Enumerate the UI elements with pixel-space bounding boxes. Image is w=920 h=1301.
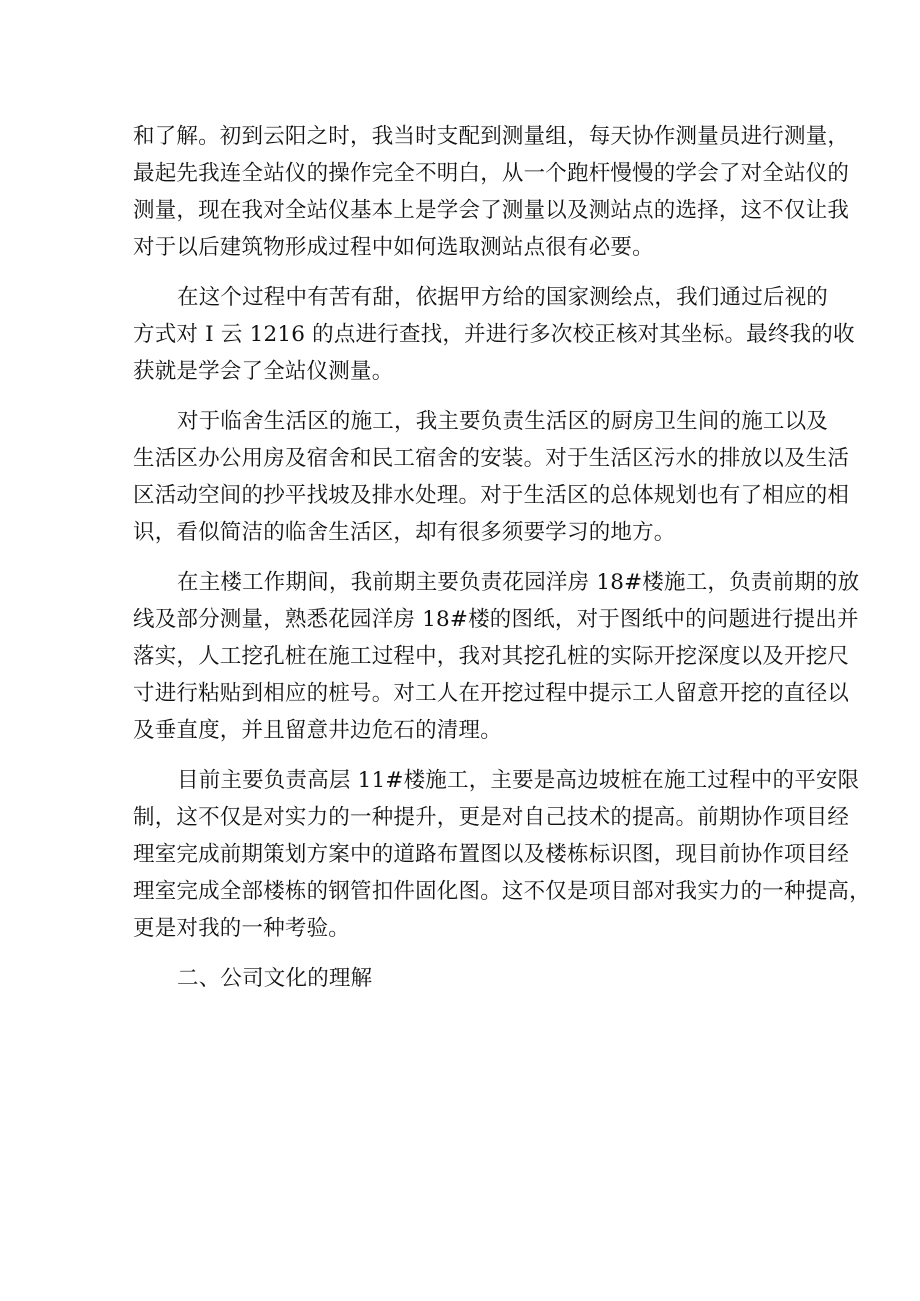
paragraph-1 [133,118,850,266]
text-line: 落实，人工挖孔桩在施工过程中，我对其挖孔桩的实际开挖深度以及开挖尺 [133,644,850,669]
text-line: 更是对我的一种考验。 [133,916,351,941]
text-line: 识，看似简洁的临舍生活区，却有很多须要学习的地方。 [133,520,676,545]
text-line: 对于以后建筑物形成过程中如何选取测站点很有必要。 [133,235,654,260]
text-line: 区活动空间的抄平找坡及排水处理。对于生活区的总体规划也有了相应的相 [133,483,850,508]
text-line: 生活区办公用房及宿舍和民工宿舍的安装。对于生活区污水的排放以及生活 [133,446,850,471]
paragraph-5 [133,762,871,947]
paragraph-4 [133,564,860,749]
paragraph-3 [133,403,850,551]
text-line: 对于临舍生活区的施工，我主要负责生活区的厨房卫生间的施工以及 [177,409,829,434]
text-line: 在这个过程中有苦有甜，依据甲方给的国家测绘点，我们通过后视的 [177,285,829,310]
text-line: 目前主要负责高层 11#楼施工，主要是高边坡桩在施工过程中的平安限 [177,768,860,793]
text-line: 及垂直度，并且留意井边危石的清理。 [133,718,502,743]
text-line: 和了解。初到云阳之时，我当时支配到测量组，每天协作测量员进行测量， [133,124,850,149]
paragraph-2 [133,279,855,390]
text-line: 在主楼工作期间，我前期主要负责花园洋房 18#楼施工，负责前期的放 [177,570,860,595]
text-line: 方式对 I 云 1216 的点进行查找，并进行多次校正核对其坐标。最终我的收 [133,322,855,347]
text-line: 最起先我连全站仪的操作完全不明白，从一个跑杆慢慢的学会了对全站仪的 [133,161,850,186]
text-line: 获就是学会了全站仪测量。 [133,359,394,384]
document-body [133,118,871,997]
text-line: 测量，现在我对全站仪基本上是学会了测量以及测站点的选择，这不仅让我 [133,198,850,223]
text-line: 理室完成全部楼栋的钢管扣件固化图。这不仅是项目部对我实力的一种提高， [133,879,871,904]
text-line: 寸进行粘贴到相应的桩号。对工人在开挖过程中提示工人留意开挖的直径以 [133,681,850,706]
text-line: 线及部分测量，熟悉花园洋房 18#楼的图纸，对于图纸中的问题进行提出并 [133,607,859,632]
text-line: 理室完成前期策划方案中的道路布置图以及楼栋标识图，现目前协作项目经 [133,842,850,867]
section-heading: 二、公司文化的理解 [177,966,373,991]
text-line: 制，这不仅是对实力的一种提升，更是对自己技术的提高。前期协作项目经 [133,805,850,830]
